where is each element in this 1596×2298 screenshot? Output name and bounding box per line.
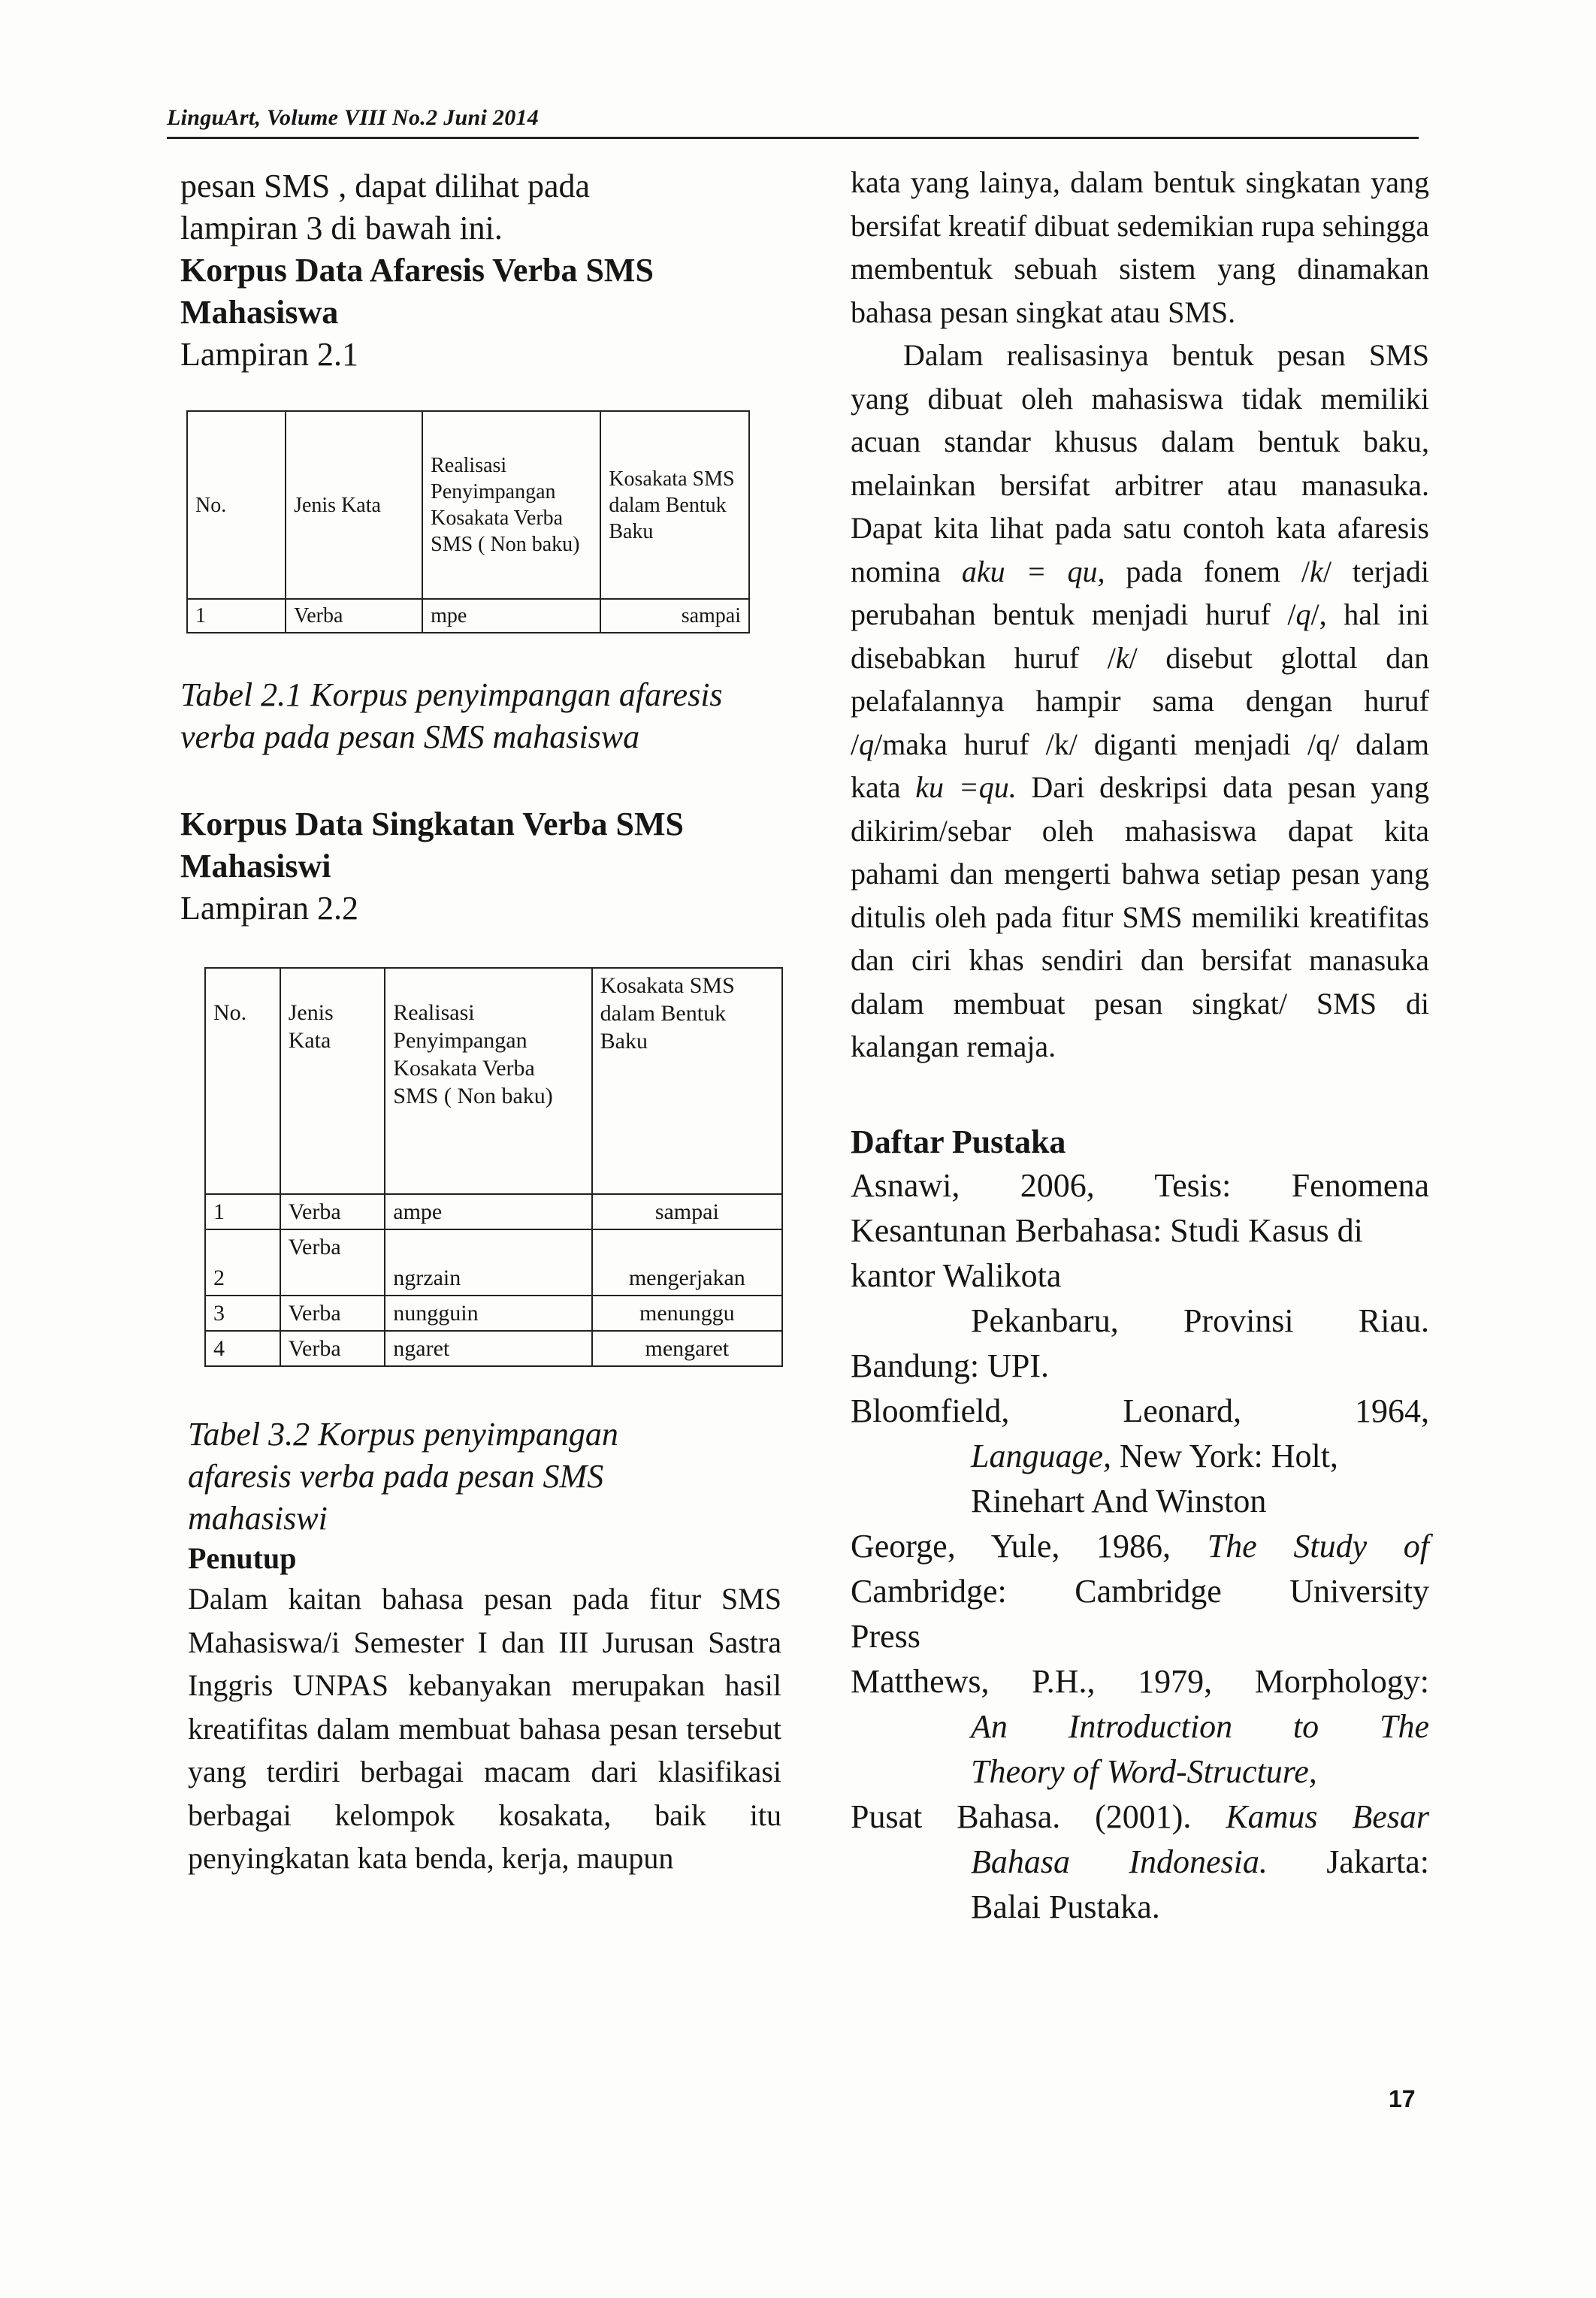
intro-line-1: pesan SMS , dapat dilihat pada [180, 168, 591, 204]
table-2 [204, 967, 783, 1367]
reference-line: Pusat Bahasa. (2001). Kamus Besar [851, 1798, 1429, 1835]
reference-pusat-bahasa [851, 1795, 1429, 1930]
reference-line: Rinehart And Winston [971, 1482, 1267, 1519]
table-row [205, 1296, 782, 1331]
reference-line: kantor Walikota [851, 1256, 1062, 1294]
section-heading-1: Korpus Data Afaresis Verba SMS Mahasiswa [180, 252, 654, 331]
intro-line-2: lampiran 3 di bawah ini. [180, 210, 503, 246]
journal-title: LinguArt, Volume VIII No.2 Juni 2014 [167, 105, 540, 130]
table-cell: ampe [385, 1194, 591, 1229]
table-cell: nungguin [385, 1296, 591, 1331]
reference-line: Bloomfield, Leonard, 1964, [851, 1392, 1429, 1429]
table-cell: ngaret [385, 1331, 591, 1366]
lampiran-label-1: Lampiran 2.1 [180, 336, 359, 373]
table-cell: mengerjakan [592, 1229, 782, 1296]
table-cell: menunggu [592, 1296, 782, 1331]
table-2-header-row [205, 968, 782, 1194]
header-rule [167, 137, 1419, 139]
daftar-pustaka-heading: Daftar Pustaka [851, 1123, 1066, 1160]
table-row [205, 1229, 782, 1296]
reference-matthews [851, 1659, 1429, 1795]
running-header [167, 105, 1419, 131]
table-1-header-row [187, 411, 749, 599]
table-1 [186, 410, 750, 633]
table-cell: 1 [205, 1194, 280, 1229]
penutup-heading: Penutup [188, 1541, 297, 1575]
paragraph-2: Dalam realisasinya bentuk pesan SMS yang dibuat oleh mahasiswa tidak memiliki acuan standar khusus dalam bentuk baku, melainkan bersifat arbitrer atau manasuka. Dapat kita lihat pada satu contoh kata afaresis nomina aku = qu, pada fonem /k/ terjadi perubahan bentuk menjadi huruf /q/, hal ini disebabkan huruf /k/ disebut glottal dan pelafalannya hampir sama dengan huruf /q/maka huruf /k/ diganti menjadi /q/ dalam kata ku =qu. Dari deskripsi data pesan yang dikirim/sebar oleh mahasiswa dapat kita pahami dan mengerti bahwa setiap pesan yang ditulis oleh pada fitur SMS memiliki kreatifitas dan ciri khas sendiri dan bersifat manasuka dalam membuat pesan singkat/ SMS di kalangan remaja. [851, 338, 1430, 1063]
page-number: 17 [1389, 2085, 1416, 2112]
table-cell: 4 [205, 1331, 280, 1366]
right-column [851, 159, 1429, 1930]
reference-line: Theory of Word-Structure, [971, 1752, 1317, 1790]
reference-line: Balai Pustaka. [971, 1888, 1160, 1925]
table-cell: 1 [187, 599, 286, 633]
table-cell: Verba [280, 1194, 385, 1229]
table-cell: mpe [422, 599, 600, 633]
table-1-header-kosakata: Kosakata SMS dalam Bentuk Baku [600, 411, 749, 599]
table-2-header-realisasi: Realisasi Penyimpangan Kosakata Verba SMS ( Non baku) [385, 968, 591, 1194]
table-1-caption: Tabel 2.1 Korpus penyimpangan afaresis verba pada pesan SMS mahasiswa [180, 676, 723, 755]
table-1-header-realisasi: Realisasi Penyimpangan Kosakata Verba SMS ( Non baku) [422, 411, 600, 599]
table-2-header-kosakata: Kosakata SMS dalam Bentuk Baku [592, 968, 782, 1194]
reference-line: Pekanbaru, Provinsi Riau. [971, 1302, 1429, 1339]
table-cell: Verba [280, 1331, 385, 1366]
table-1-header-no: No. [187, 411, 286, 599]
table-1-header-jenis: Jenis Kata [286, 411, 422, 599]
reference-line: Language, New York: Holt, [971, 1437, 1338, 1474]
table-row [205, 1331, 782, 1366]
reference-line: Asnawi, 2006, Tesis: Fenomena [851, 1166, 1429, 1204]
table-cell: sampai [600, 599, 749, 633]
reference-line: Press [851, 1617, 920, 1655]
reference-line: Cambridge: Cambridge University [851, 1572, 1429, 1610]
table-2-header-jenis: Jenis Kata [280, 968, 385, 1194]
left-column [180, 159, 789, 1880]
reference-line: Matthews, P.H., 1979, Morphology: [851, 1662, 1429, 1700]
table-row [187, 599, 749, 633]
reference-line: Kesantunan Berbahasa: Studi Kasus di [851, 1211, 1363, 1249]
reference-bloomfield [851, 1389, 1429, 1524]
paragraph-1: kata yang lainya, dalam bentuk singkatan yang bersifat kreatif dibuat sedemikian rupa sehingga membentuk sebuah sistem yang dinamakan bahasa pesan singkat atau SMS. [851, 165, 1429, 329]
table-cell: sampai [592, 1194, 782, 1229]
reference-asnawi [851, 1163, 1429, 1389]
table-cell: ngrzain [385, 1229, 591, 1296]
reference-line: Bahasa Indonesia. Jakarta: [971, 1843, 1429, 1880]
table-2-header-no: No. [205, 968, 280, 1194]
section-heading-2: Korpus Data Singkatan Verba SMS Mahasiswi [180, 806, 684, 884]
table-cell: Verba [286, 599, 422, 633]
table-cell: Verba [280, 1296, 385, 1331]
table-cell: 3 [205, 1296, 280, 1331]
penutup-paragraph: Dalam kaitan bahasa pesan pada fitur SMS Mahasiswa/i Semester I dan III Jurusan Sastra Inggris UNPAS kebanyakan merupakan hasil kreatifitas dalam membuat bahasa pesan tersebut yang terdiri berbagai macam dari klasifikasi berbagai kelompok kosakata, baik itu penyingkatan kata benda, kerja, maupun [188, 1582, 781, 1875]
table-cell: Verba [280, 1229, 385, 1296]
reference-line: An Introduction to The [971, 1707, 1429, 1745]
table-cell: 2 [205, 1229, 280, 1296]
lampiran-label-2: Lampiran 2.2 [180, 890, 359, 927]
reference-line: Bandung: UPI. [851, 1347, 1049, 1384]
table-row [205, 1194, 782, 1229]
table-2-caption: Tabel 3.2 Korpus penyimpangan afaresis verba pada pesan SMS mahasiswi [188, 1416, 618, 1537]
reference-yule [851, 1524, 1429, 1659]
reference-line: George, Yule, 1986, The Study of [851, 1527, 1430, 1565]
table-cell: mengaret [592, 1331, 782, 1366]
